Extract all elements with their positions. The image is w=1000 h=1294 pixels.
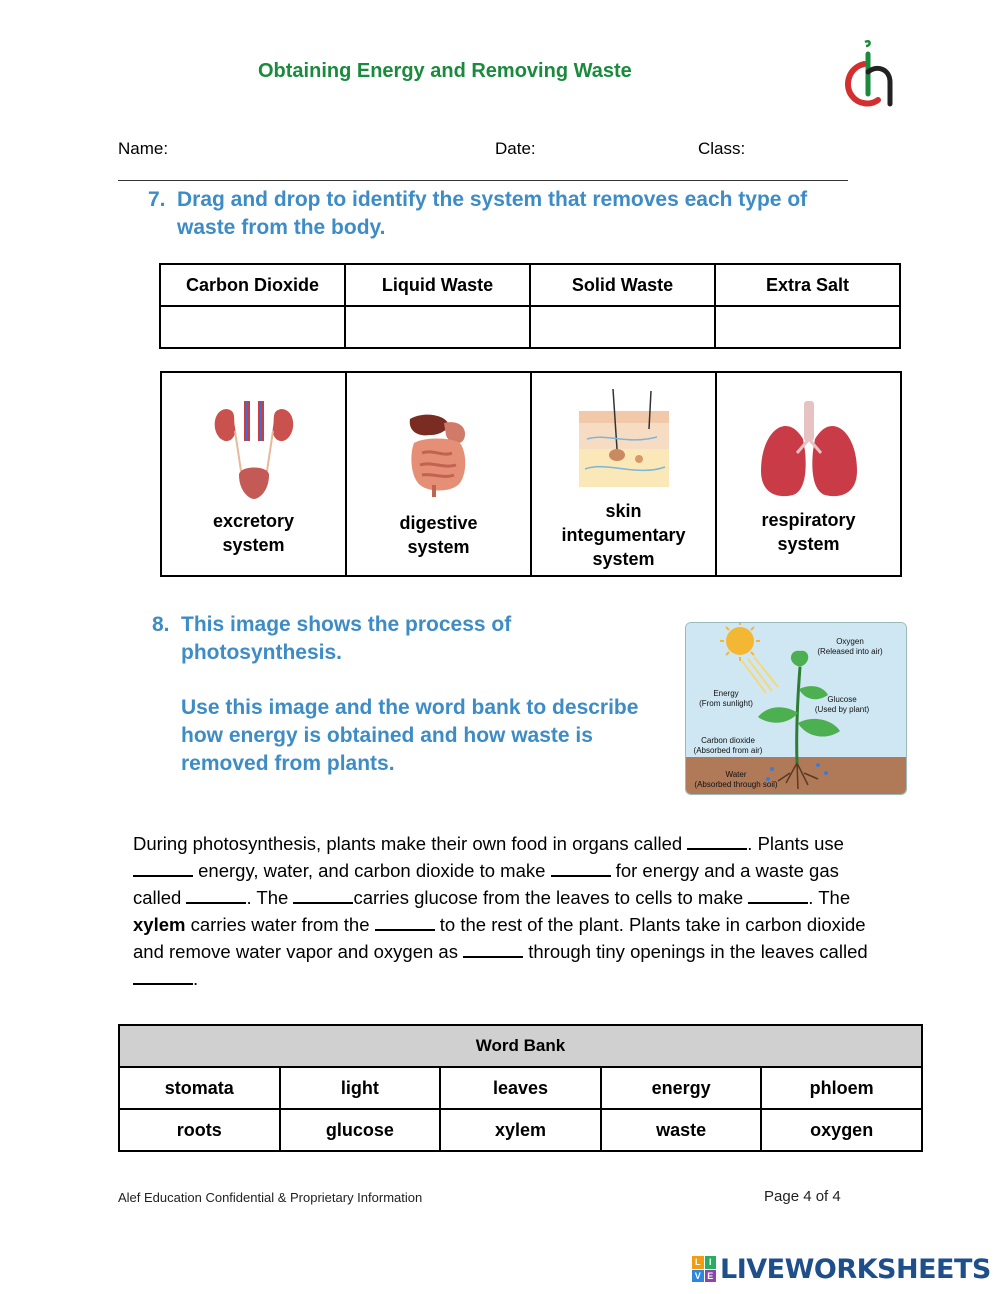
para-text: called: [133, 887, 187, 908]
question-8-number: 8.: [152, 613, 170, 636]
drop-table: [159, 263, 901, 349]
card-digestive-system[interactable]: [347, 373, 532, 575]
para-text: . Plants use: [747, 833, 844, 854]
class-label: Class:: [698, 139, 746, 158]
diagram-energy: Energy: [713, 689, 739, 698]
para-text: carries glucose from the leaves to cells to make: [353, 887, 749, 908]
diagram-glucose-sub: (Used by plant): [814, 705, 870, 714]
column-solid-waste: Solid Waste: [530, 264, 715, 306]
card-respiratory-system[interactable]: [717, 373, 900, 575]
alef-logo-icon: [838, 34, 898, 110]
question-8-line-5: removed from plants.: [181, 752, 395, 775]
question-8: [152, 611, 672, 778]
word-xylem[interactable]: xylem: [440, 1109, 601, 1151]
word-waste[interactable]: waste: [601, 1109, 762, 1151]
para-text: During photosynthesis, plants make their own food in organs called: [133, 833, 688, 854]
card-excretory-line-2: system: [222, 535, 285, 555]
drop-zone-extra-salt[interactable]: [715, 306, 900, 348]
column-extra-salt: Extra Salt: [715, 264, 900, 306]
drop-zone-solid-waste[interactable]: [530, 306, 715, 348]
blank-6[interactable]: [748, 888, 808, 904]
diagram-co2-sub: (Absorbed from air): [693, 746, 763, 755]
liveworksheets-logo[interactable]: [692, 1252, 991, 1286]
blank-9[interactable]: [133, 969, 193, 985]
card-skin-line-3: system: [592, 549, 655, 569]
para-text: and remove water vapor and oxygen as: [133, 941, 464, 962]
word-bank-row-1: [119, 1067, 922, 1109]
blank-8[interactable]: [463, 942, 523, 958]
drop-table-answer-row: [160, 306, 900, 348]
blank-5[interactable]: [293, 888, 353, 904]
question-7: [148, 186, 868, 242]
footer-confidential: Alef Education Confidential & Proprietary Information: [118, 1190, 423, 1205]
para-text: carries water from the: [185, 914, 375, 935]
question-7-line-2: waste from the body.: [177, 216, 386, 239]
diagram-oxygen: Oxygen: [836, 637, 864, 646]
para-text: for energy and a waste gas: [610, 860, 839, 881]
word-leaves[interactable]: leaves: [440, 1067, 601, 1109]
question-8-line-1: This image shows the process of: [181, 613, 512, 636]
word-phloem[interactable]: phloem: [761, 1067, 922, 1109]
drop-zone-carbon-dioxide[interactable]: [160, 306, 345, 348]
liveworksheets-wordmark: LIVEWORKSHEETS: [720, 1253, 991, 1285]
drop-table-header-row: [160, 264, 900, 306]
word-bank-header-row: [119, 1025, 922, 1067]
diagram-co2: Carbon dioxide: [701, 736, 755, 745]
card-skin-integumentary-system[interactable]: [532, 373, 717, 575]
system-cards: [160, 371, 902, 577]
word-bank-row-2: [119, 1109, 922, 1151]
card-excretory-system[interactable]: [162, 373, 347, 575]
card-respiratory-line-1: respiratory: [761, 510, 856, 530]
para-bold-xylem: xylem: [133, 914, 186, 935]
card-respiratory-line-2: system: [777, 534, 840, 554]
kidneys-icon: [209, 401, 299, 505]
live-badge-icon: [692, 1256, 716, 1282]
word-stomata[interactable]: stomata: [119, 1067, 280, 1109]
page-number: Page 4 of 4: [764, 1188, 841, 1205]
badge-letter: E: [705, 1270, 717, 1283]
column-liquid-waste: Liquid Waste: [345, 264, 530, 306]
word-light[interactable]: light: [280, 1067, 441, 1109]
card-skin-line-2: integumentary: [561, 525, 686, 545]
blank-3[interactable]: [551, 861, 611, 877]
page-title: Obtaining Energy and Removing Waste: [258, 60, 632, 82]
para-text: . The: [808, 887, 851, 908]
digestive-organs-icon: [404, 413, 474, 497]
word-oxygen[interactable]: oxygen: [761, 1109, 922, 1151]
badge-letter: L: [692, 1256, 704, 1269]
question-7-number: 7.: [148, 188, 166, 211]
word-glucose[interactable]: glucose: [280, 1109, 441, 1151]
word-energy[interactable]: energy: [601, 1067, 762, 1109]
diagram-energy-sub: (From sunlight): [699, 699, 753, 708]
name-label: Name:: [118, 139, 169, 158]
card-digestive-line-1: digestive: [399, 513, 478, 533]
photosynthesis-illustration: [686, 623, 907, 795]
diagram-water: Water: [725, 770, 747, 779]
photosynthesis-diagram: [685, 622, 907, 795]
question-8-line-4: how energy is obtained and how waste is: [181, 724, 593, 747]
para-text: . The: [246, 887, 294, 908]
para-text: .: [193, 968, 199, 989]
para-text: to the rest of the plant. Plants take in carbon dioxide: [434, 914, 866, 935]
header-rule: [118, 180, 848, 181]
word-bank-table: [118, 1024, 923, 1152]
para-text: energy, water, and carbon dioxide to make: [193, 860, 551, 881]
lungs-icon: [757, 401, 861, 501]
blank-4[interactable]: [186, 888, 246, 904]
column-carbon-dioxide: Carbon Dioxide: [160, 264, 345, 306]
diagram-oxygen-sub: (Released into air): [817, 647, 883, 656]
drop-zone-liquid-waste[interactable]: [345, 306, 530, 348]
blank-1[interactable]: [687, 834, 747, 850]
word-bank-title: Word Bank: [119, 1025, 922, 1067]
badge-letter: V: [692, 1270, 704, 1283]
word-roots[interactable]: roots: [119, 1109, 280, 1151]
card-digestive-line-2: system: [407, 537, 470, 557]
question-8-line-3: Use this image and the word bank to describe: [181, 696, 639, 719]
question-8-line-2: photosynthesis.: [181, 641, 343, 664]
diagram-glucose: Glucose: [827, 695, 857, 704]
para-text: through tiny openings in the leaves called: [523, 941, 868, 962]
skin-layers-icon: [577, 389, 671, 489]
question-7-line-1: Drag and drop to identify the system that removes each type of: [177, 188, 808, 211]
card-excretory-line-1: excretory: [212, 511, 295, 531]
fill-in-paragraph: [133, 830, 913, 992]
badge-letter: I: [705, 1256, 717, 1269]
card-skin-line-1: skin: [605, 501, 642, 521]
diagram-water-sub: (Absorbed through soil): [694, 780, 778, 789]
blank-2[interactable]: [133, 861, 193, 877]
date-label: Date:: [495, 139, 536, 158]
blank-7[interactable]: [375, 915, 435, 931]
